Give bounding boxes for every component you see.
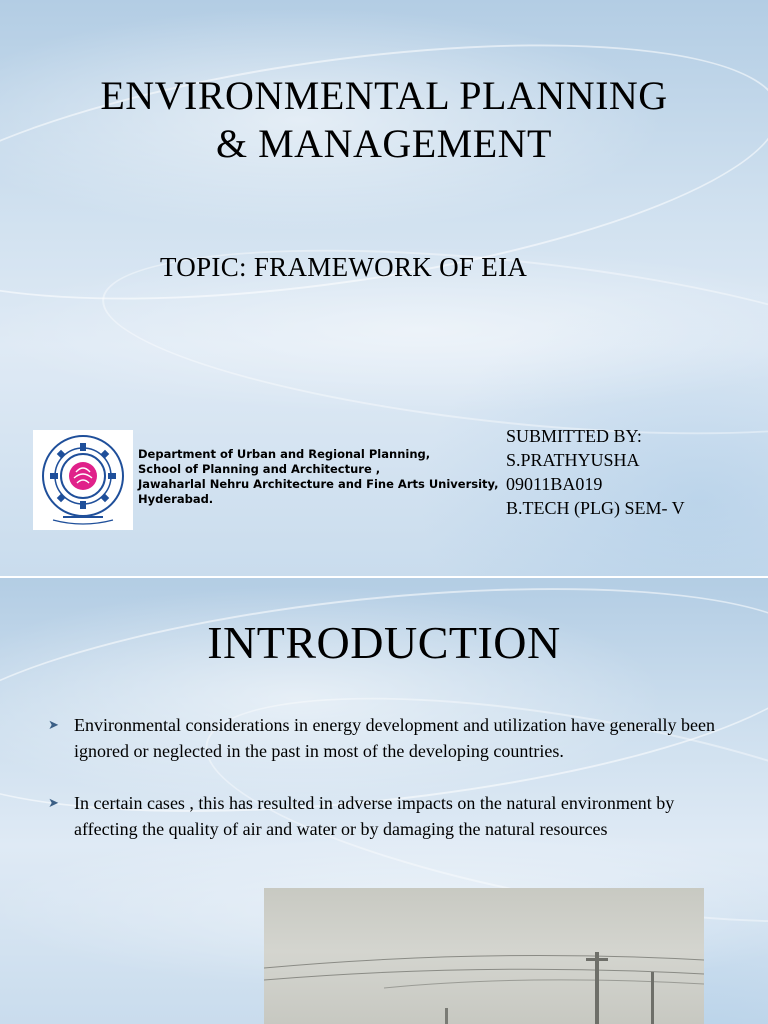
department-line: Hyderabad. bbox=[138, 492, 214, 506]
submitted-line: SUBMITTED BY: bbox=[506, 426, 642, 446]
arrow-bullet-icon: ➤ bbox=[48, 795, 59, 810]
department-info bbox=[138, 447, 499, 507]
submitted-line: S.PRATHYUSHA bbox=[506, 450, 640, 470]
power-lines-photo bbox=[264, 888, 704, 1024]
topic-heading: TOPIC: FRAMEWORK OF EIA bbox=[160, 252, 528, 282]
background-swirl bbox=[0, 0, 768, 346]
submitted-line: 09011BA019 bbox=[506, 474, 603, 494]
slide-title: INTRODUCTION bbox=[207, 617, 561, 668]
arrow-bullet-icon: ➤ bbox=[48, 717, 59, 732]
department-line: Department of Urban and Regional Planning, bbox=[138, 447, 431, 461]
list-item bbox=[46, 790, 726, 842]
slide-title bbox=[0, 72, 768, 168]
bullet-list bbox=[46, 712, 726, 842]
bullet-text: In certain cases , this has resulted in adverse impacts on the natural environment by affecting the quality of air and water or by damaging the natural resources bbox=[74, 793, 675, 839]
slide-title-line: & MANAGEMENT bbox=[216, 121, 552, 166]
department-line: School of Planning and Architecture , bbox=[138, 462, 381, 476]
introduction-slide bbox=[0, 578, 768, 1024]
list-item bbox=[46, 712, 726, 764]
bullet-text: Environmental considerations in energy development and utilization have generally been ignored or neglected in the past in most of the developing countries. bbox=[74, 715, 715, 761]
slide-title-line: ENVIRONMENTAL PLANNING bbox=[100, 73, 668, 118]
department-line: Jawaharlal Nehru Architecture and Fine Arts University, bbox=[138, 477, 499, 491]
university-emblem-icon bbox=[33, 430, 133, 530]
submitted-by-block bbox=[506, 424, 685, 520]
submitted-line: B.TECH (PLG) SEM- V bbox=[506, 498, 685, 518]
